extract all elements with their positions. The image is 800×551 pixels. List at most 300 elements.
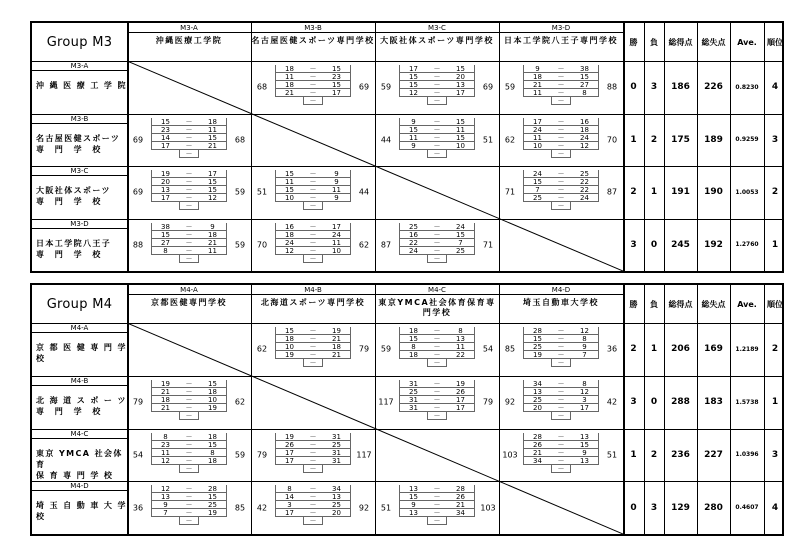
set-dash: － — [179, 441, 199, 449]
self-match-diagonal — [127, 323, 623, 534]
set-points-against: 22 — [571, 178, 599, 186]
set-points-against: 25 — [447, 247, 475, 255]
column-header — [499, 285, 623, 323]
set-dash: － — [551, 396, 571, 404]
standing-value: 169 — [704, 344, 723, 355]
set-points-for: 10 — [275, 194, 303, 202]
set-points-against: 17 — [199, 170, 227, 178]
set-points-for: 17 — [151, 142, 179, 150]
set-points-for: 7 — [151, 509, 179, 517]
set-dash: － — [303, 81, 323, 89]
set-points-against: 13 — [571, 433, 599, 441]
set-dash: － — [179, 239, 199, 247]
column-team-name: 名古屋医健スポーツ専門学校 — [251, 36, 375, 45]
set-points-for: 20 — [151, 178, 179, 186]
set-points-against: 25 — [323, 501, 351, 509]
set-points-against: 18 — [199, 118, 227, 126]
set-score-row-empty: － — [523, 202, 599, 210]
set-dash: － — [303, 239, 323, 247]
set-points-for: 23 — [151, 126, 179, 134]
match-total-points-against: 69 — [358, 82, 370, 92]
set-points-for: 14 — [151, 134, 179, 142]
column-team-code: M4-C — [375, 285, 499, 295]
match-total-points-for: 51 — [380, 503, 392, 513]
match-total-points-for: 88 — [132, 240, 144, 250]
set-points-against: 28 — [199, 485, 227, 493]
match-total-points-for: 54 — [132, 450, 144, 460]
set-dash: － — [427, 388, 447, 396]
set-points-for: 15 — [399, 335, 427, 343]
set-points-against: 15 — [447, 118, 475, 126]
set-points-against: 18 — [323, 343, 351, 351]
set-dash: － — [303, 73, 323, 81]
row-team-code: M3-B — [32, 114, 127, 124]
set-points-for: 25 — [523, 396, 551, 404]
set-points-for: 3 — [275, 501, 303, 509]
set-dash: － — [551, 118, 571, 126]
set-points-for: 13 — [399, 509, 427, 517]
match-total-points-against: 79 — [358, 344, 370, 354]
set-points-for: 24 — [275, 239, 303, 247]
set-score-row-empty: － — [275, 97, 351, 105]
set-dash: － — [427, 404, 447, 412]
match-total-points-for: 36 — [132, 503, 144, 513]
row-team-label — [32, 429, 127, 482]
set-points-against: 31 — [323, 433, 351, 441]
standing-value: 192 — [704, 239, 723, 250]
standing-value: 1.2760 — [735, 241, 759, 249]
set-points-against: 21 — [199, 142, 227, 150]
row-team-code: M3-A — [32, 61, 127, 71]
column-header — [127, 285, 251, 323]
stat-header: Ave. — [737, 299, 757, 309]
set-points-against: 8 — [199, 449, 227, 457]
column-divider — [623, 285, 625, 534]
set-points-against: 15 — [199, 441, 227, 449]
set-dash: － — [303, 178, 323, 186]
row-team-code: M4-C — [32, 429, 127, 439]
standing-value: 245 — [671, 239, 690, 250]
standing-value: 3 — [650, 502, 658, 513]
set-points-for: 13 — [399, 485, 427, 493]
set-points-against: 13 — [447, 335, 475, 343]
match-total-points-for: 69 — [132, 187, 144, 197]
row-team-name: 北 海 道 ス ポ ー ツ 専 門 学 校 — [36, 395, 127, 416]
standing-value: 1.0053 — [735, 188, 759, 196]
set-score-row-empty: － — [399, 412, 475, 420]
row-team-label — [32, 114, 127, 167]
standing-value: 1.5738 — [735, 398, 759, 406]
set-dash: － — [551, 134, 571, 142]
set-points-for: 18 — [151, 396, 179, 404]
set-dash: － — [179, 380, 199, 388]
set-points-against: 13 — [323, 493, 351, 501]
column-divider — [664, 23, 665, 271]
set-dash: － — [427, 142, 447, 150]
set-dash: － — [303, 449, 323, 457]
set-dash: － — [303, 247, 323, 255]
set-points-for: 22 — [399, 239, 427, 247]
set-points-against: 8 — [447, 327, 475, 335]
set-dash: － — [303, 493, 323, 501]
set-points-against: 7 — [447, 239, 475, 247]
stat-header: 負 — [650, 37, 658, 47]
stat-header: 総失点 — [701, 299, 726, 309]
set-points-against: 15 — [447, 65, 475, 73]
set-dash: － — [427, 380, 447, 388]
column-divider — [730, 285, 731, 534]
set-points-for: 11 — [399, 134, 427, 142]
set-dash: － — [427, 134, 447, 142]
group-m3-table — [30, 21, 784, 273]
set-points-for: 15 — [523, 178, 551, 186]
set-points-for: 13 — [151, 493, 179, 501]
set-points-against: 15 — [199, 178, 227, 186]
set-points-for: 26 — [523, 441, 551, 449]
set-score-row-empty: － — [151, 202, 227, 210]
set-points-for: 38 — [151, 223, 179, 231]
set-score-row-empty: － — [399, 255, 475, 263]
match-total-points-for: 85 — [504, 344, 516, 354]
set-points-against: 17 — [447, 396, 475, 404]
set-dash: － — [303, 343, 323, 351]
set-dash: － — [551, 81, 571, 89]
set-score-row-empty: － — [151, 465, 227, 473]
set-score-row-empty: － — [523, 97, 599, 105]
standing-value: 190 — [704, 187, 723, 198]
set-points-for: 18 — [523, 73, 551, 81]
set-dash: － — [179, 433, 199, 441]
match-total-points-for: 117 — [378, 397, 394, 407]
set-points-for: 21 — [151, 388, 179, 396]
set-points-against: 31 — [323, 449, 351, 457]
standing-value: 0.9259 — [735, 136, 759, 144]
set-points-against: 12 — [571, 142, 599, 150]
set-dash: － — [551, 335, 571, 343]
column-header — [127, 23, 251, 61]
set-points-for: 19 — [151, 380, 179, 388]
set-points-against: 8 — [571, 380, 599, 388]
set-points-against: 17 — [571, 404, 599, 412]
set-dash: － — [179, 509, 199, 517]
group-title: Group M4 — [46, 296, 113, 312]
set-points-for: 11 — [151, 449, 179, 457]
row-team-name: 日本工学院八王子 専 門 学 校 — [36, 238, 112, 259]
set-points-for: 18 — [275, 81, 303, 89]
set-dash: － — [303, 335, 323, 343]
set-score-row-empty: － — [523, 150, 599, 158]
group-title: Group M3 — [46, 34, 113, 50]
set-score-row-empty: － — [275, 359, 351, 367]
column-team-code: M3-B — [251, 23, 375, 33]
set-points-against: 13 — [447, 81, 475, 89]
set-points-for: 17 — [275, 449, 303, 457]
set-dash: － — [179, 404, 199, 412]
standing-value: 227 — [704, 449, 723, 460]
set-points-for: 27 — [151, 239, 179, 247]
row-team-label — [32, 166, 127, 219]
set-points-against: 12 — [199, 194, 227, 202]
set-points-for: 7 — [523, 186, 551, 194]
set-dash: － — [303, 485, 323, 493]
column-team-name: 東京YMCA社会体育保育専門学校 — [378, 298, 496, 317]
row-team-name: 埼 玉 自 動 車 大 学 校 — [36, 501, 127, 522]
set-dash: － — [303, 351, 323, 359]
standing-value: 1 — [650, 187, 658, 198]
column-header — [375, 23, 499, 61]
set-points-for: 8 — [151, 247, 179, 255]
set-points-against: 15 — [199, 380, 227, 388]
match-total-points-against: 36 — [606, 344, 618, 354]
match-total-points-against: 85 — [234, 503, 246, 513]
set-dash: － — [179, 231, 199, 239]
standing-value: 0.4607 — [735, 504, 759, 512]
set-points-against: 18 — [199, 388, 227, 396]
set-points-for: 21 — [275, 89, 303, 97]
row-team-name: 京 都 医 健 専 門 学 校 — [36, 343, 127, 363]
match-total-points-for: 79 — [132, 397, 144, 407]
match-total-points-for: 42 — [256, 503, 268, 513]
row-team-label — [32, 61, 127, 114]
set-points-for: 25 — [399, 388, 427, 396]
standing-value: 175 — [671, 134, 690, 145]
set-points-against: 15 — [199, 134, 227, 142]
set-points-for: 13 — [523, 388, 551, 396]
set-points-for: 9 — [151, 501, 179, 509]
set-points-for: 31 — [399, 404, 427, 412]
standing-value: 2 — [650, 134, 658, 145]
standing-value: 0 — [630, 502, 637, 513]
set-dash: － — [427, 231, 447, 239]
set-score-row-empty: － — [151, 517, 227, 525]
set-dash: － — [179, 396, 199, 404]
set-points-against: 19 — [447, 380, 475, 388]
set-dash: － — [427, 247, 447, 255]
row-team-name: 東京 YMCA 社会体育 保 育 専 門 学 校 — [36, 448, 123, 480]
set-dash: － — [303, 433, 323, 441]
set-points-against: 25 — [323, 441, 351, 449]
set-points-against: 34 — [447, 509, 475, 517]
set-dash: － — [551, 178, 571, 186]
set-points-for: 11 — [523, 89, 551, 97]
set-points-against: 18 — [199, 457, 227, 465]
set-points-against: 31 — [323, 457, 351, 465]
set-dash: － — [303, 223, 323, 231]
set-dash: － — [179, 178, 199, 186]
set-points-for: 19 — [275, 351, 303, 359]
set-dash: － — [427, 485, 447, 493]
set-points-against: 9 — [571, 449, 599, 457]
standing-value: 0.8230 — [735, 83, 759, 91]
set-points-for: 15 — [151, 231, 179, 239]
match-total-points-against: 68 — [234, 135, 246, 145]
set-points-for: 24 — [523, 170, 551, 178]
standing-value: 3 — [630, 397, 637, 408]
set-dash: － — [303, 327, 323, 335]
set-dash: － — [179, 223, 199, 231]
set-points-against: 20 — [323, 509, 351, 517]
set-points-for: 24 — [523, 126, 551, 134]
set-dash: － — [179, 457, 199, 465]
set-points-for: 19 — [275, 433, 303, 441]
set-dash: － — [179, 388, 199, 396]
set-points-against: 17 — [447, 404, 475, 412]
standing-value: 2 — [771, 344, 779, 355]
standing-value: 1 — [771, 239, 779, 250]
column-divider — [697, 285, 698, 534]
set-points-against: 25 — [199, 501, 227, 509]
match-total-points-for: 51 — [256, 187, 268, 197]
stat-header: 勝 — [629, 37, 638, 47]
set-points-against: 9 — [323, 170, 351, 178]
set-points-against: 9 — [323, 194, 351, 202]
column-divider — [664, 285, 665, 534]
set-points-for: 21 — [523, 449, 551, 457]
set-points-against: 21 — [447, 501, 475, 509]
set-points-against: 15 — [447, 134, 475, 142]
set-dash: － — [179, 194, 199, 202]
standing-value: 4 — [771, 82, 779, 93]
set-points-for: 17 — [151, 194, 179, 202]
set-dash: － — [303, 186, 323, 194]
set-dash: － — [551, 343, 571, 351]
set-points-for: 15 — [399, 81, 427, 89]
set-score-row-empty: － — [523, 465, 599, 473]
standing-value: 288 — [671, 397, 690, 408]
set-points-for: 18 — [275, 335, 303, 343]
standing-value: 1 — [771, 397, 779, 408]
match-total-points-against: 71 — [482, 240, 494, 250]
set-points-for: 28 — [523, 327, 551, 335]
set-points-against: 17 — [323, 89, 351, 97]
set-points-against: 21 — [199, 239, 227, 247]
stat-header: Ave. — [737, 37, 757, 47]
set-points-for: 9 — [399, 501, 427, 509]
set-dash: － — [427, 501, 447, 509]
stat-header: 総失点 — [701, 37, 726, 47]
match-total-points-against: 92 — [358, 503, 370, 513]
match-total-points-for: 62 — [256, 344, 268, 354]
set-points-for: 15 — [275, 186, 303, 194]
set-dash: － — [427, 493, 447, 501]
set-dash: － — [303, 170, 323, 178]
set-points-for: 34 — [523, 457, 551, 465]
set-points-against: 11 — [323, 186, 351, 194]
standing-value: 3 — [630, 239, 637, 250]
set-dash: － — [427, 81, 447, 89]
set-dash: － — [427, 509, 447, 517]
set-points-for: 21 — [151, 404, 179, 412]
set-points-against: 24 — [323, 231, 351, 239]
column-header — [499, 23, 623, 61]
match-total-points-against: 51 — [606, 450, 618, 460]
set-points-for: 28 — [523, 433, 551, 441]
standing-value: 186 — [671, 82, 690, 93]
set-dash: － — [551, 433, 571, 441]
column-team-name: 北海道スポーツ専門学校 — [260, 298, 366, 307]
set-points-for: 20 — [523, 404, 551, 412]
set-points-against: 12 — [571, 327, 599, 335]
set-points-for: 17 — [523, 118, 551, 126]
column-divider — [764, 285, 765, 534]
set-points-for: 13 — [151, 186, 179, 194]
set-points-for: 15 — [399, 73, 427, 81]
set-points-for: 11 — [275, 73, 303, 81]
set-points-against: 11 — [447, 343, 475, 351]
row-team-code: M4-D — [32, 481, 127, 491]
set-score-row-empty: － — [399, 97, 475, 105]
set-points-for: 18 — [275, 231, 303, 239]
set-dash: － — [427, 239, 447, 247]
match-total-points-against: 62 — [234, 397, 246, 407]
set-points-against: 18 — [199, 433, 227, 441]
set-score-row-empty: － — [151, 150, 227, 158]
set-dash: － — [551, 186, 571, 194]
set-points-for: 8 — [151, 433, 179, 441]
standing-value: 1 — [630, 134, 637, 145]
set-dash: － — [551, 457, 571, 465]
set-points-against: 26 — [447, 388, 475, 396]
set-points-for: 9 — [523, 65, 551, 73]
column-team-code: M3-A — [127, 23, 251, 33]
set-points-against: 15 — [447, 231, 475, 239]
set-dash: － — [427, 126, 447, 134]
set-points-against: 12 — [571, 388, 599, 396]
set-points-against: 25 — [571, 170, 599, 178]
set-dash: － — [427, 73, 447, 81]
set-points-for: 23 — [151, 441, 179, 449]
standing-value: 3 — [650, 82, 658, 93]
set-points-for: 19 — [151, 170, 179, 178]
stat-header: 総得点 — [668, 37, 693, 47]
column-team-code: M3-D — [499, 23, 623, 33]
set-score-row-empty: － — [275, 465, 351, 473]
set-points-against: 11 — [199, 247, 227, 255]
diagonal-line — [127, 61, 623, 271]
set-dash: － — [551, 380, 571, 388]
set-points-for: 17 — [399, 65, 427, 73]
row-team-label — [32, 323, 127, 376]
set-dash: － — [303, 89, 323, 97]
match-total-points-against: 70 — [606, 135, 618, 145]
set-points-against: 18 — [571, 126, 599, 134]
match-total-points-for: 103 — [502, 450, 518, 460]
match-total-points-for: 59 — [380, 82, 392, 92]
standing-value: 1.0396 — [735, 451, 759, 459]
set-points-against: 15 — [571, 441, 599, 449]
stat-header: 順位 — [767, 37, 783, 47]
set-points-against: 18 — [199, 231, 227, 239]
self-match-diagonal — [127, 61, 623, 271]
set-points-for: 10 — [275, 343, 303, 351]
set-dash: － — [551, 142, 571, 150]
match-total-points-against: 69 — [482, 82, 494, 92]
standing-value: 4 — [771, 502, 779, 513]
set-dash: － — [179, 170, 199, 178]
set-points-for: 18 — [399, 351, 427, 359]
set-dash: － — [551, 65, 571, 73]
set-points-against: 9 — [199, 223, 227, 231]
set-points-for: 12 — [275, 247, 303, 255]
match-total-points-against: 59 — [234, 240, 246, 250]
column-team-name: 沖縄医療工学院 — [155, 36, 223, 45]
set-dash: － — [551, 89, 571, 97]
set-points-for: 15 — [399, 493, 427, 501]
set-points-for: 24 — [399, 247, 427, 255]
set-points-against: 10 — [447, 142, 475, 150]
column-team-code: M3-C — [375, 23, 499, 33]
set-points-for: 19 — [523, 351, 551, 359]
